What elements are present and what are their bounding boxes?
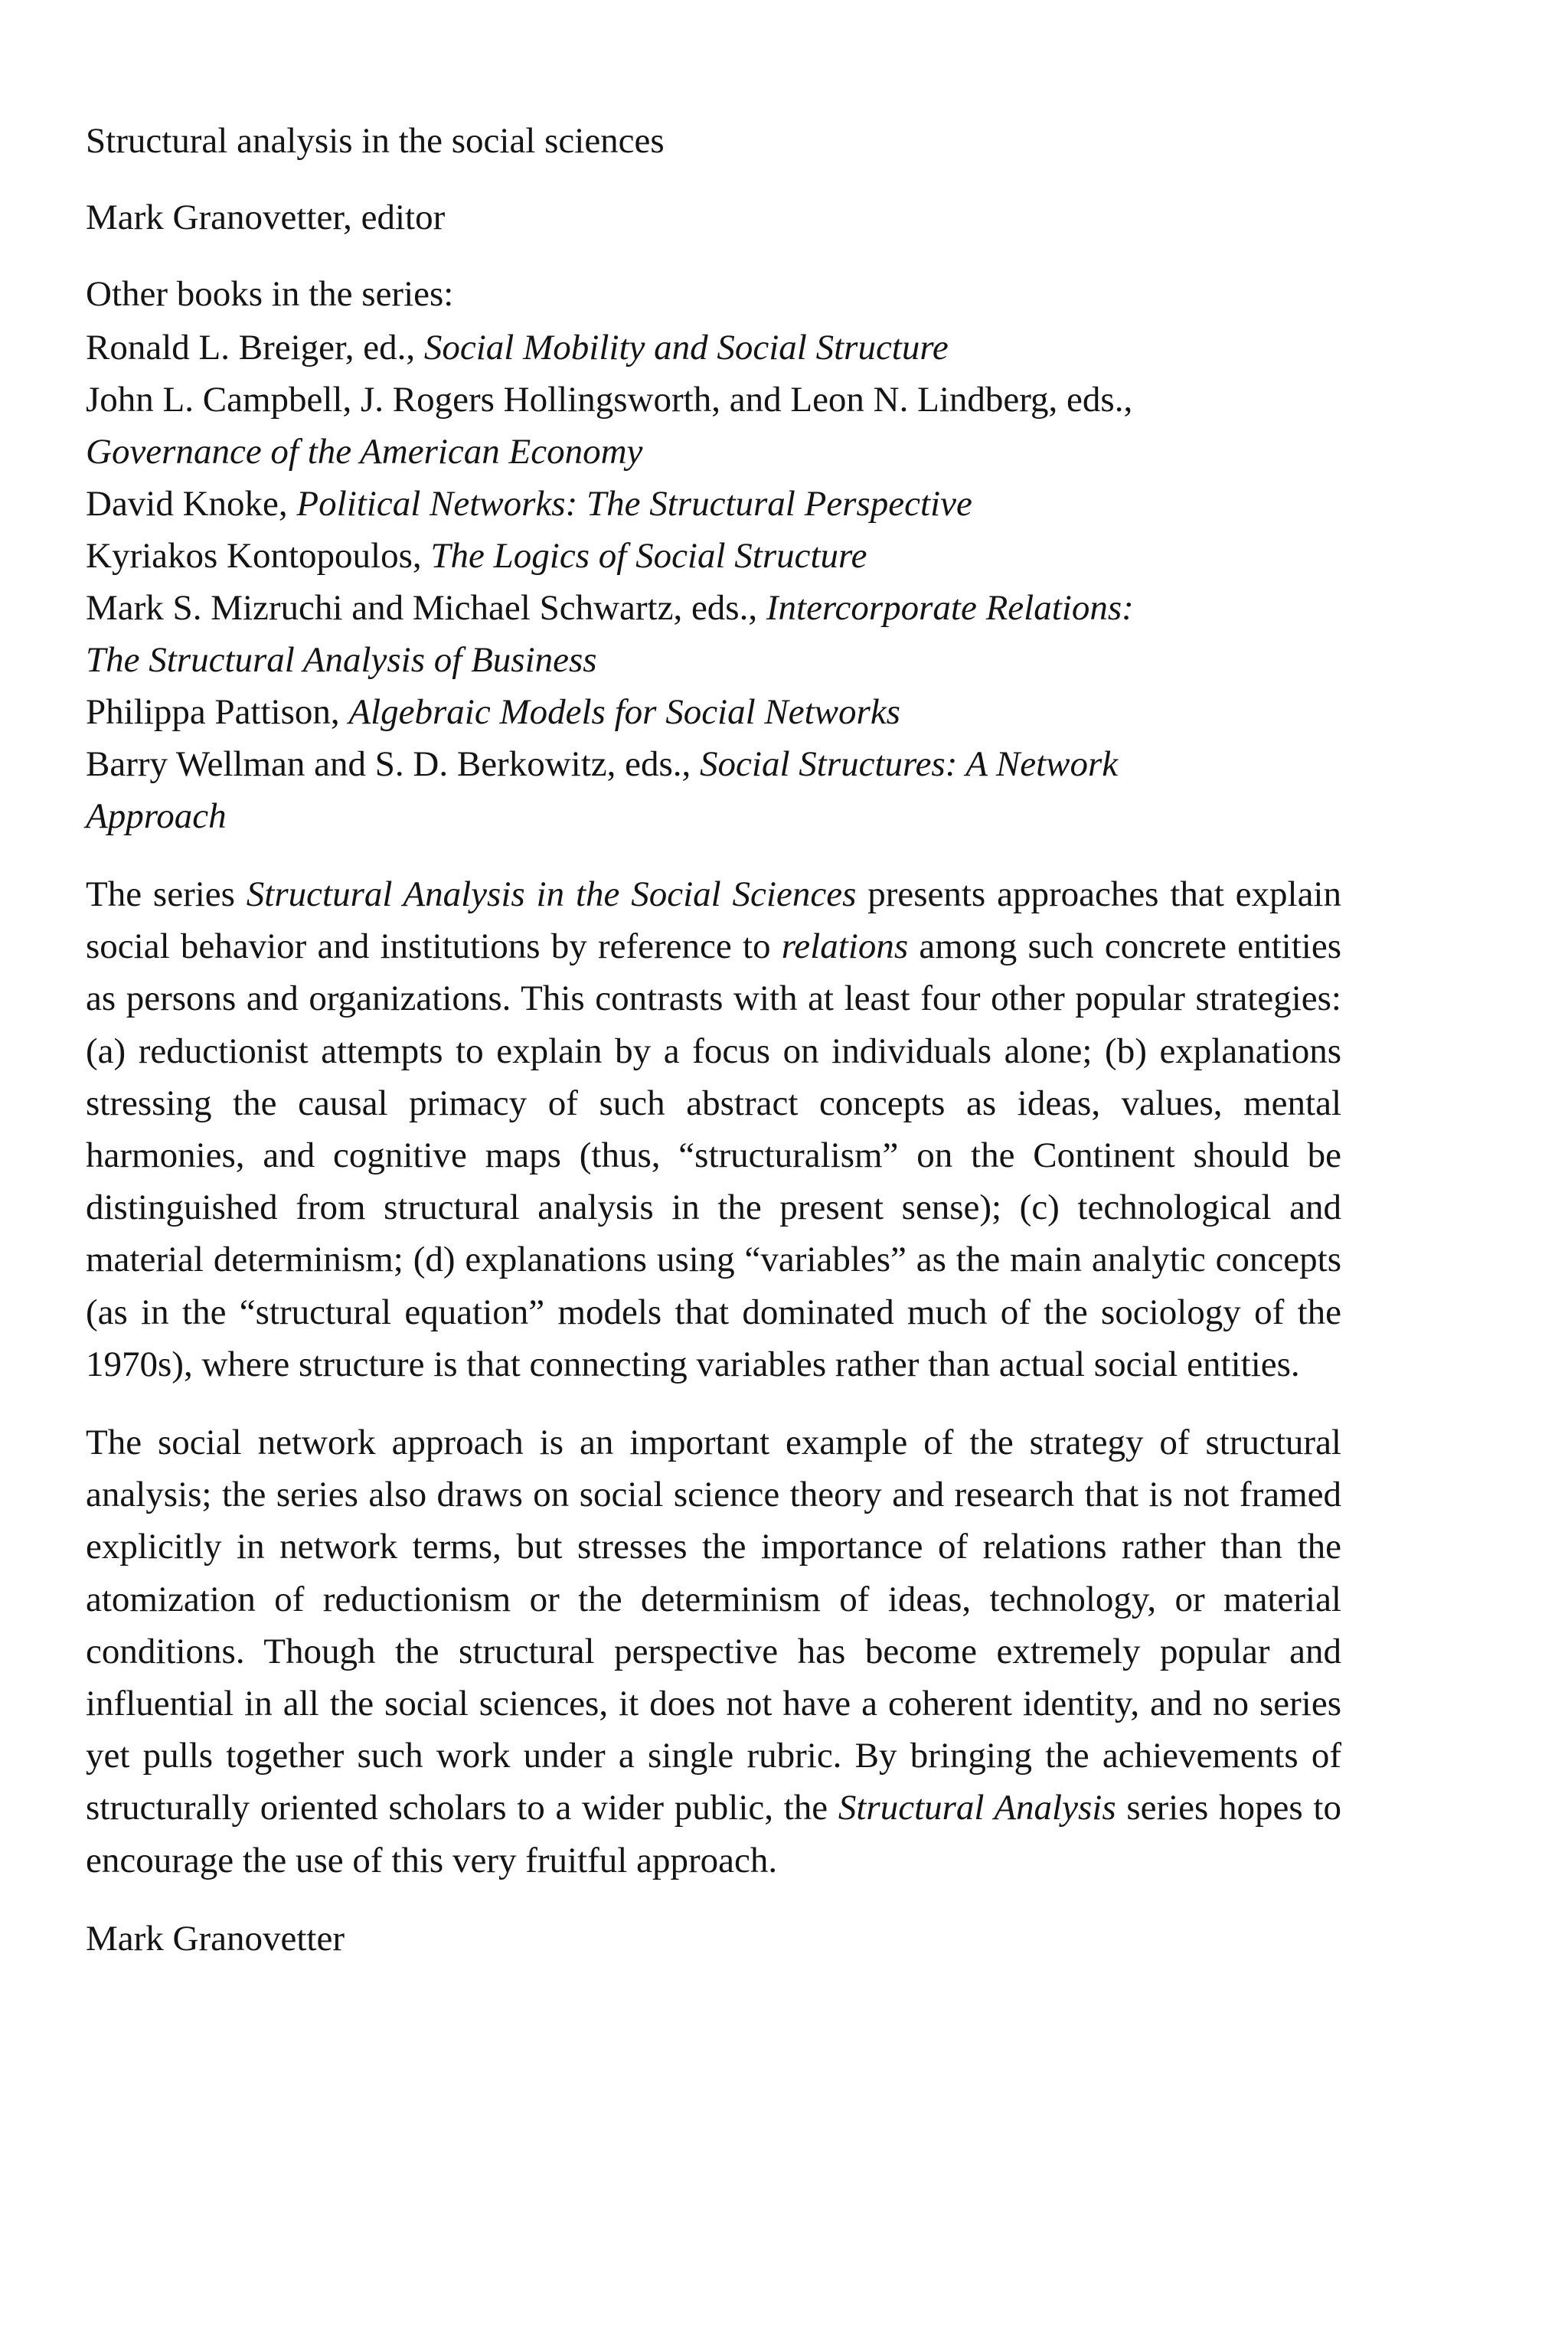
book-entry-continued: Approach <box>86 796 227 836</box>
book-entry-continued: Governance of the American Economy <box>86 432 643 472</box>
other-books-heading: Other books in the series: <box>86 274 454 314</box>
book-entry: Mark S. Mizruchi and Michael Schwartz, eds., Intercorporate Relations: <box>86 588 1134 628</box>
signature: Mark Granovetter <box>86 1918 345 1959</box>
book-entry: Barry Wellman and S. D. Berkowitz, eds., Social Structures: A Network <box>86 744 1119 784</box>
book-entry: David Knoke, Political Networks: The Structural Perspective <box>86 484 972 524</box>
network-approach-paragraph: The social network approach is an important example of the strategy of structural analysis; the series also draws on social science theory and research that is not framed explicitly in network terms, but stresses the importance of relations rather than the atomization of reductionism or the determinism of ideas, technology, or material conditions. Though the structural perspective has become extremely popular and influential in all the social sciences, it does not have a coherent identity, and no series yet pulls together such work under a single rubric. By bringing the achievements of structurally oriented scholars to a wider public, the Structural Analysis series hopes to encourage the use of this very fruitful approach. <box>86 1423 1341 1880</box>
book-entry: Kyriakos Kontopoulos, The Logics of Social Structure <box>86 536 867 576</box>
series-editor: Mark Granovetter, editor <box>86 198 446 237</box>
book-entry-continued: The Structural Analysis of Business <box>86 640 597 680</box>
book-entry: John L. Campbell, J. Rogers Hollingsworth, and Leon N. Lindberg, eds., <box>86 380 1133 420</box>
book-entry: Philippa Pattison, Algebraic Models for Social Networks <box>86 692 900 732</box>
book-entry: Ronald L. Breiger, ed., Social Mobility and Social Structure <box>86 328 949 368</box>
front-matter-page <box>86 115 1341 1965</box>
series-title: Structural analysis in the social sciences <box>86 121 665 161</box>
book-list <box>86 322 1341 842</box>
series-description-paragraph: The series Structural Analysis in the Social Sciences presents approaches that explain social behavior and institutions by reference to relations among such concrete entities as persons and organizations. This contrasts with at least four other popular strategies: (a) reductionist attempts to explain by a focus on individuals alone; (b) explanations stressing the causal primacy of such abstract concepts as ideas, values, mental harmonies, and cognitive maps (thus, “structuralism” on the Continent should be distinguished from structural analysis in the present sense); (c) technological and material determinism; (d) explanations using “variables” as the main analytic concepts (as in the “structural equation” models that dominated much of the sociology of the 1970s), where structure is that connecting variables rather than actual social entities. <box>86 874 1341 1384</box>
